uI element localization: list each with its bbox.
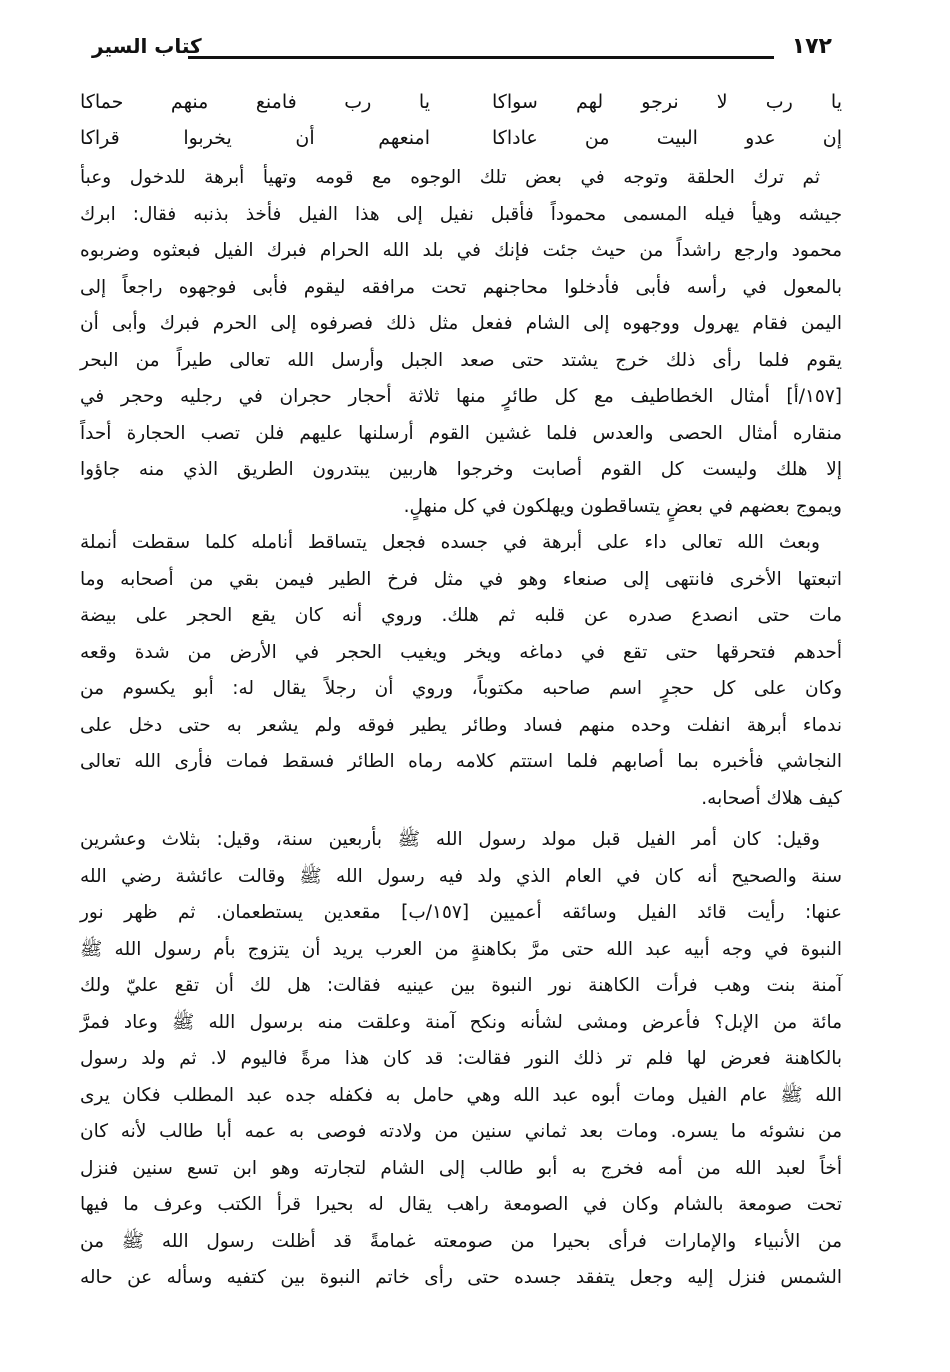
text-line: ويموج بعضهم في بعضٍ يتساقطون ويهلكون في كل منهلٍ. bbox=[403, 495, 842, 517]
header-rule bbox=[188, 56, 774, 59]
verse bbox=[80, 84, 842, 120]
text-line: منقاره أمثال الحصى والعدس فلما غشين القوم أرسلنها عليهم فلن تصب الحجارة أحداً bbox=[80, 422, 842, 444]
text-line: يقوم فلما رأى ذلك خرج يشتد حتى صعد الجبل وأرسل الله تعالى طيراً من البحر bbox=[80, 349, 842, 371]
text-line: ندماء أبرهة انفلت وحده منهم فساد وطائر يطير فوقه ولم يشعر به حتى دخل على bbox=[80, 714, 842, 736]
text-line: تحت صومعة بالشام وكان في الصومعة راهب يقال له بحيرا قرأ الكتب وعرف ما فيها bbox=[80, 1194, 842, 1215]
text-line: من نشوئه ما يسره. ومات بعد ثماني سنين من ولادته فوصى به عمه أبا طالب لأنه كان bbox=[80, 1121, 842, 1142]
text-line: اليمن فقام يهرول ووجهوه إلى الشام ففعل مثل ذلك فصرفوه إلى الحرم فبرك وأبى أن bbox=[80, 313, 842, 334]
page-header bbox=[92, 34, 832, 68]
paragraph bbox=[80, 822, 842, 1297]
text-line: جيشه وهيأ فيله المسمى محموداً فأقبل نفيل إلى هذا الفيل فأخذ بذنبه فقال: ابرك bbox=[80, 203, 842, 225]
text-line: محمود وارجع راشداً من حيث جئت فإنك في بلد الله الحرام فبرك الفيل فبعثوه وضربوه bbox=[80, 240, 842, 261]
text-line: وقيل: كان أمر الفيل قبل مولد رسول الله ﷺ بأربعين سنة، وقيل: بثلاث وعشرين bbox=[80, 829, 820, 850]
verse-second-hemistich: امنعهم أن يخربوا قراكا bbox=[80, 127, 430, 149]
text-line: وكان على كل حجرٍ اسم صاحبه مكتوباً، وروي أن رجلاً يقال له: أبو يكسوم من bbox=[80, 678, 842, 699]
text-line: بالكاهنة فعرض لها فلم تر ذلك النور فقالت: قد كان هذا مرةً فاليوم لا. ثم ولد رسول bbox=[80, 1048, 842, 1069]
text-line: آمنة بنت وهب فرأت الكاهنة نور النبوة بين عينيه فقالت: هل لك أن تقع عليّ ولك bbox=[80, 975, 842, 996]
verse-first-hemistich: إن عدو البيت من عاداكا bbox=[492, 127, 842, 149]
text-line: وبعث الله تعالى داء على أبرهة في جسده فجعل يتساقط أنامله كلما سقطت أنملة bbox=[80, 532, 820, 553]
text-line: أخاً لعبد الله من أمه فخرج به أبو طالب إلى الشام لتجارته وهو ابن تسع سنين فنزل bbox=[80, 1157, 842, 1179]
text-line: النبوة في وجه أبيه عبد الله حتى مرَّ بكاهنةٍ من العرب يريد أن يتزوج بأم رسول الله ﷺ bbox=[80, 938, 842, 960]
text-line: بالمعول في رأسه فأبى فأدخلوا محاجنهم تحت مرافقه ليقوم فأبى فوجهوه راجعاً إلى bbox=[80, 276, 842, 298]
text-line: سنة والصحيح أنه كان في العام الذي ولد فيه رسول الله ﷺ وقالت عائشة رضي الله bbox=[80, 865, 842, 887]
text-line: إلا هلك وليست كل القوم أصابت وخرجوا هاربين يبتدرون الطريق الذي منه جاؤوا bbox=[80, 459, 842, 480]
text-line: مات حتى انصدع صدره عن قلبه ثم هلك. وروي أنه كان يقع الحجر على بيضة bbox=[80, 605, 842, 626]
text-line: أحدهم فتحرقها حتى تقع في دماغه ويخر ويغيب الحجر في الأرض من شدة وقعه bbox=[80, 641, 842, 663]
paragraph bbox=[80, 160, 842, 525]
text-line: مائة من الإبل؟ فأعرض ومشى لشأنه ونكح آمنة وعلقت منه برسول الله ﷺ وعاد فمرَّ bbox=[80, 1011, 842, 1033]
text-line: الله ﷺ عام الفيل ومات أبوه عبد الله وهي حامل به فكفله جده عبد المطلب فكان يرى bbox=[80, 1084, 842, 1106]
poem-verses bbox=[80, 84, 842, 156]
text-line: ثم ترك الحلقة وتوجه في بعض تلك الوجوه مع قومه وتهيأ أبرهة للدخول وعبأ bbox=[80, 167, 820, 188]
text-line: [١٥٧/أ] أمثال الخطاطيف مع كل طائرٍ منها ثلاثة أحجار حجران في رجليه وحجر في bbox=[80, 386, 842, 407]
text-line: كيف هلاك أصحابه. bbox=[701, 787, 842, 809]
paragraph bbox=[80, 525, 842, 817]
text-line: عنها: رأيت قائد الفيل وسائقه أعميين [١٥٧/ب] مقعدين يستطعمان. ثم ظهر نور bbox=[80, 902, 842, 923]
verse-second-hemistich: يا رب فامنع منهم حماكا bbox=[80, 91, 430, 113]
text-line: النجاشي فأخبره بما أصابهم فلما استتم كلامه رماه الطائر فسقط فمات فأرى الله تعالى bbox=[80, 751, 842, 772]
body-text bbox=[80, 160, 842, 1297]
text-line: من الأنبياء والإمارات فرأى بحيرا من صومعته غمامةً قد أظلت رسول الله ﷺ من bbox=[80, 1230, 842, 1252]
text-line: الشمس فنزل إليه وجعل يتفقد جسده حتى رأى خاتم النبوة بين كتفيه وسأله عن حاله bbox=[80, 1267, 842, 1288]
verse-first-hemistich: يا رب لا نرجو لهم سواكا bbox=[492, 91, 842, 113]
verse bbox=[80, 120, 842, 156]
page-number: ١٧٢ bbox=[791, 34, 832, 59]
running-title: كتاب السير bbox=[92, 34, 202, 58]
text-line: اتبعتها الأخرى فانتهى إلى صنعاء وهو في مثل فرخ الطير فيمن بقي من أصحابه وما bbox=[80, 568, 842, 590]
